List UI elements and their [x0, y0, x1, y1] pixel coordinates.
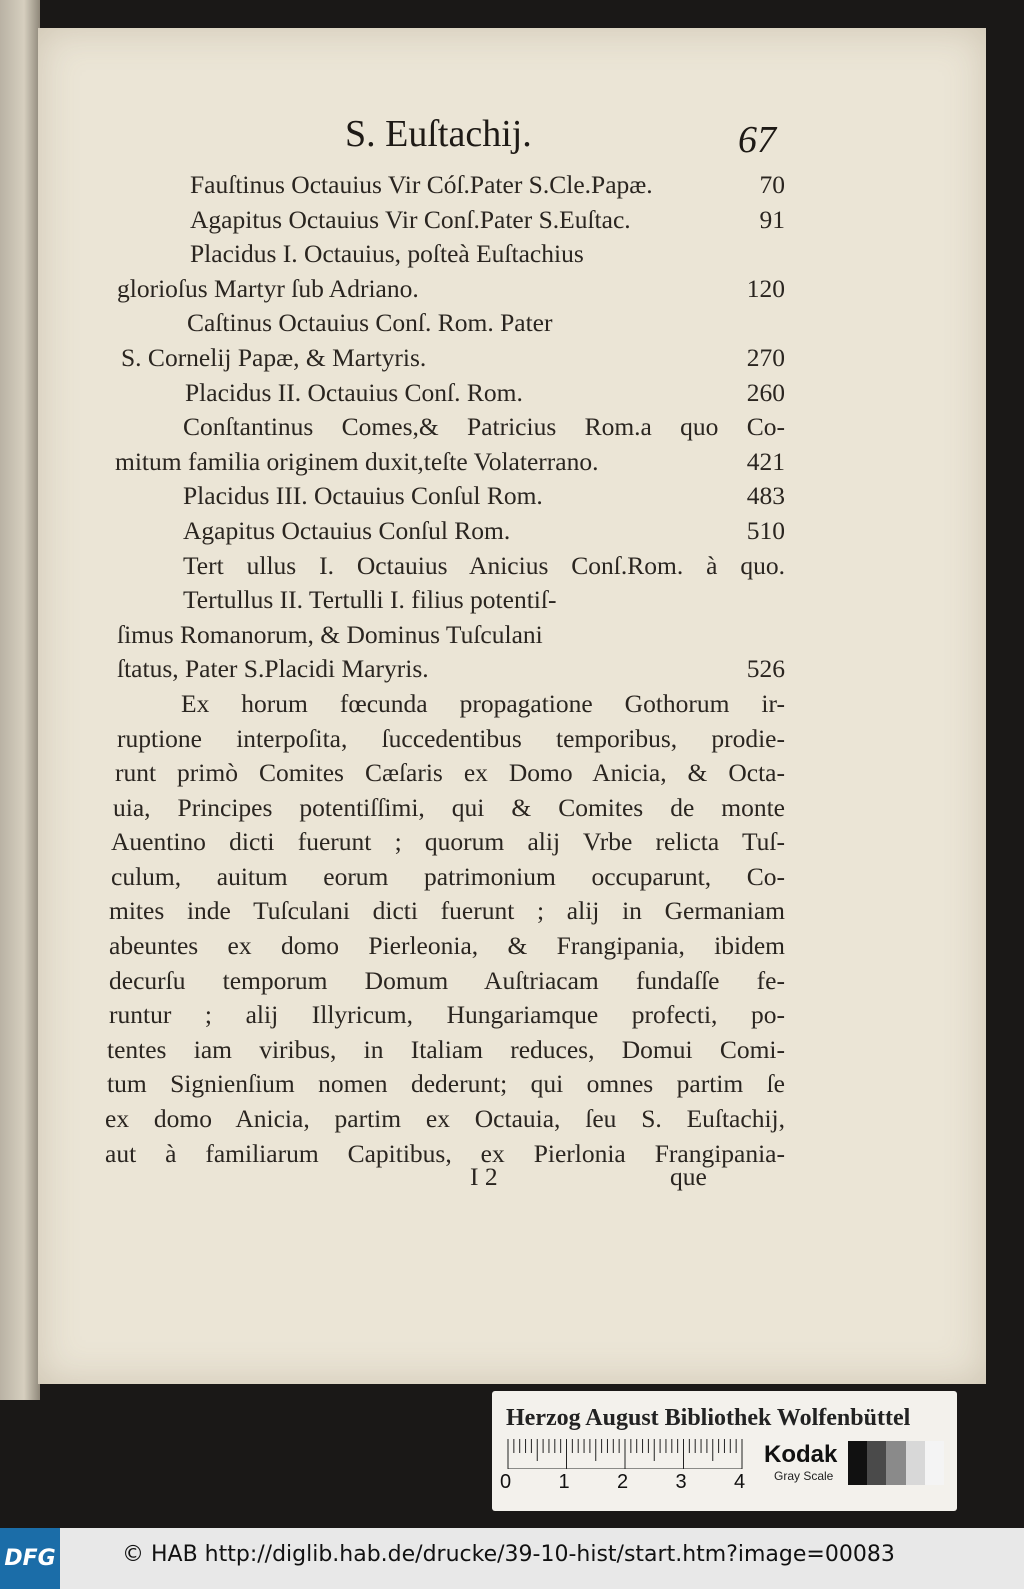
library-name: Herzog August Bibliothek Wolfenbüttel	[506, 1405, 911, 1431]
text-line	[105, 514, 785, 549]
text-line	[105, 722, 785, 757]
color-calibration-card	[492, 1391, 957, 1511]
text-line	[105, 445, 785, 480]
line-text: abeuntes ex domo Pierleonia, & Frangipania, ibidem	[109, 931, 785, 961]
text-line	[105, 756, 785, 791]
line-text: runtur ; alij Illyricum, Hungariamque profecti, po-	[109, 1000, 785, 1030]
line-text: glorioſus Martyr ſub Adriano.	[117, 273, 419, 303]
line-text: aut à familiarum Capitibus, ex Pierlonia Frangipania-	[105, 1138, 785, 1168]
text-line	[105, 860, 785, 895]
line-text: Conſtantinus Comes,& Patricius Rom.a quo Co-	[183, 412, 785, 442]
text-line	[105, 1033, 785, 1068]
line-text: uia, Principes potentiſſimi, qui & Comites de monte	[113, 792, 785, 822]
text-line	[105, 583, 785, 618]
text-line	[105, 410, 785, 445]
line-text: culum, auitum eorum patrimonium occuparunt, Co-	[111, 861, 785, 891]
viewer-footer	[0, 1528, 1024, 1589]
text-line	[105, 341, 785, 376]
page-footer	[470, 1162, 770, 1196]
year-number: 510	[746, 515, 785, 545]
line-text: tentes iam viribus, in Italiam reduces, Domui Comi-	[107, 1034, 785, 1064]
ruler-scale	[506, 1439, 744, 1469]
line-text: Tertullus II. Tertulli I. filius potentiſ-	[183, 585, 557, 615]
line-text: ruptione interpoſita, ſuccedentibus temporibus, prodie-	[117, 723, 785, 753]
text-line	[105, 376, 785, 411]
line-text: Agapitus Octauius Vir Conſ.Pater S.Euſtac.	[190, 204, 631, 234]
gray-patch	[886, 1441, 905, 1485]
text-line	[105, 203, 785, 238]
ruler-label: 1	[558, 1471, 570, 1493]
line-text: ſtatus, Pater S.Placidi Maryris.	[117, 654, 429, 684]
ruler-label: 2	[617, 1471, 629, 1493]
ruler-labels	[500, 1471, 760, 1501]
year-number: 70	[759, 170, 785, 199]
text-line	[105, 168, 785, 203]
line-text: ex domo Anicia, partim ex Octauia, ſeu S. Euſtachij,	[105, 1104, 785, 1134]
text-line	[105, 652, 785, 687]
text-line	[105, 306, 785, 341]
line-text: S. Cornelij Papæ, & Martyris.	[121, 342, 427, 372]
gray-patch	[848, 1441, 867, 1485]
text-line	[105, 825, 785, 860]
ruler-label: 3	[675, 1471, 687, 1493]
text-line	[105, 998, 785, 1033]
gray-patches	[848, 1441, 944, 1485]
gray-patch	[906, 1441, 925, 1485]
line-text: Tert ullus I. Octauius Anicius Conſ.Rom. à quo.	[183, 550, 785, 580]
text-line	[105, 272, 785, 307]
line-text: Placidus II. Octauius Conſ. Rom.	[185, 377, 523, 407]
line-text: Placidus III. Octauius Conſul Rom.	[183, 481, 543, 511]
line-text: Auentino dicti fuerunt ; quorum alij Vrbe relicta Tuſ-	[111, 827, 785, 857]
adjacent-page-edge	[0, 0, 40, 1400]
line-text: Agapitus Octauius Conſul Rom.	[183, 515, 511, 545]
year-number: 260	[746, 377, 785, 407]
running-head: S. Euſtachij.	[345, 113, 532, 155]
text-line	[105, 618, 785, 653]
year-number: 120	[746, 273, 785, 303]
text-line	[105, 929, 785, 964]
text-line	[105, 549, 785, 584]
dfg-logo: DFG	[0, 1528, 60, 1589]
text-line	[105, 687, 785, 722]
catchword: que	[670, 1162, 707, 1191]
text-line	[105, 479, 785, 514]
line-text: Ex horum fœcunda propagatione Gothorum ir-	[181, 688, 785, 718]
kodak-brand: Kodak	[764, 1441, 838, 1468]
gray-patch	[867, 1441, 886, 1485]
page-body	[105, 168, 785, 1171]
ruler-label: 0	[500, 1471, 512, 1493]
year-number: 421	[746, 446, 785, 476]
line-text: runt primò Comites Cæſaris ex Domo Anicia, & Octa-	[115, 758, 785, 788]
line-text: Placidus I. Octauius, poſteà Euſtachius	[190, 239, 584, 269]
year-number: 483	[746, 481, 785, 511]
copyright-link[interactable]: © HAB http://diglib.hab.de/drucke/39-10-hist/start.htm?image=00083	[122, 1542, 895, 1567]
ruler-label: 4	[734, 1471, 746, 1493]
line-text: ſimus Romanorum, & Dominus Tuſculani	[117, 619, 543, 649]
line-text: Caſtinus Octauius Conſ. Rom. Pater	[187, 308, 553, 338]
text-line	[105, 1067, 785, 1102]
signature-mark: I 2	[470, 1162, 498, 1191]
year-number: 526	[746, 654, 785, 684]
gray-scale-label: Gray Scale	[774, 1469, 834, 1483]
line-text: mites inde Tuſculani dicti fuerunt ; alij in Germaniam	[109, 896, 785, 926]
text-line	[105, 791, 785, 826]
year-number: 270	[746, 342, 785, 372]
line-text: tum Signienſium nomen dederunt; qui omnes partim ſe	[107, 1069, 785, 1099]
year-number: 91	[759, 204, 785, 234]
page-number: 67	[738, 119, 776, 161]
text-line	[105, 1102, 785, 1137]
text-line	[105, 894, 785, 929]
text-line	[105, 237, 785, 272]
line-text: mitum familia originem duxit,teſte Volaterrano.	[115, 446, 599, 476]
line-text: Fauſtinus Octauius Vir Cóſ.Pater S.Cle.Papæ.	[190, 170, 653, 199]
gray-patch	[925, 1441, 944, 1485]
text-line	[105, 964, 785, 999]
line-text: decurſu temporum Domum Auſtriacam fundaſſe fe-	[109, 965, 785, 995]
